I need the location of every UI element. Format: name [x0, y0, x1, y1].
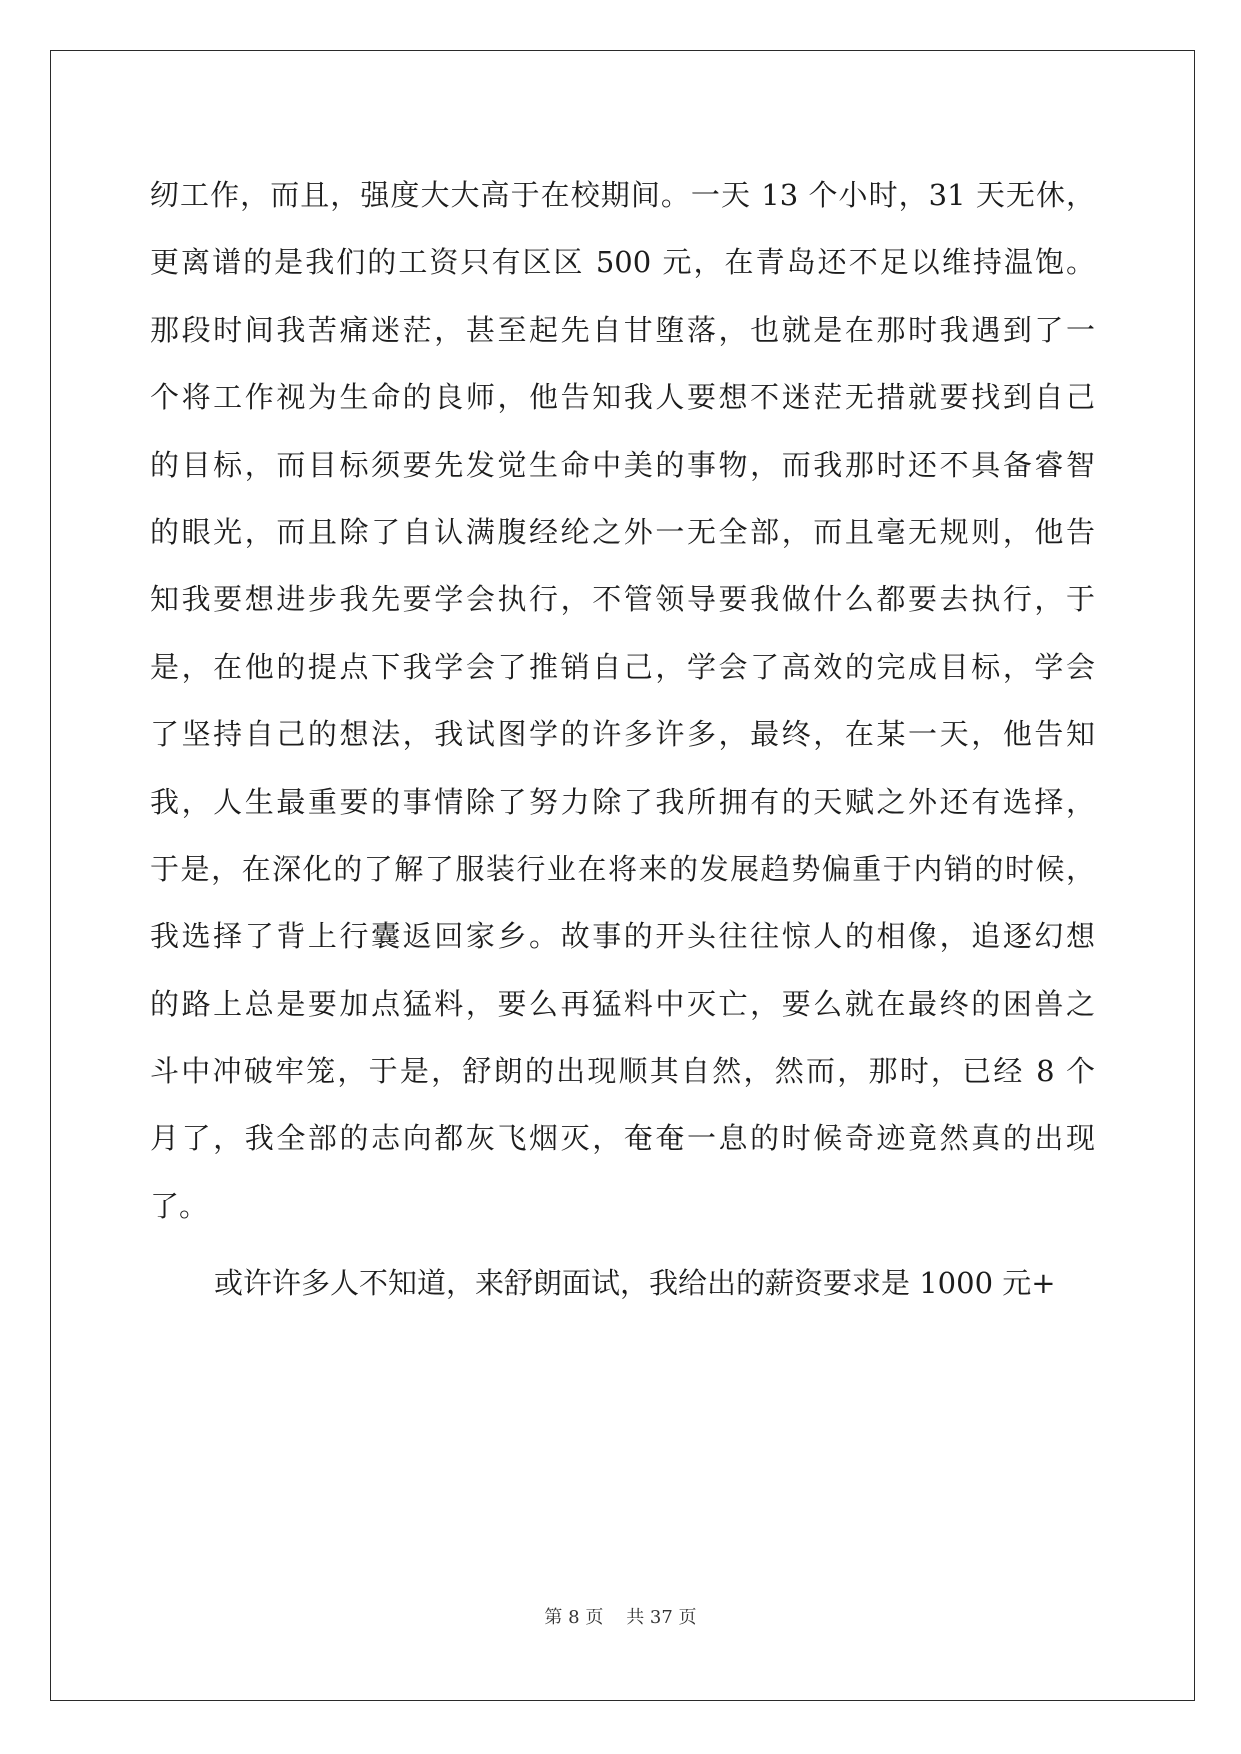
text-line: 了坚持自己的想法，我试图学的许多许多，最终，在某一天，他告知 [150, 717, 1095, 752]
text-line: 月了，我全部的志向都灰飞烟灭，奄奄一息的时候奇迹竟然真的出现 [150, 1121, 1095, 1156]
paragraph-gap [150, 1240, 1095, 1250]
text-line: 是，在他的提点下我学会了推销自己，学会了高效的完成目标，学会 [150, 649, 1095, 684]
text-line: 的路上总是要加点猛料，要么再猛料中灭亡，要么就在最终的困兽之 [150, 986, 1095, 1021]
text-line: 我选择了背上行囊返回家乡。故事的开头往往惊人的相像，追逐幻想 [150, 919, 1095, 954]
text-line: 了。 [150, 1188, 209, 1223]
text-line: 的眼光，而且除了自认满腹经纶之外一无全部，而且毫无规则，他告 [150, 514, 1095, 549]
page-number-footer: 第 8 页 共 37 页 [544, 1607, 697, 1628]
paragraph [150, 1250, 1095, 1317]
text-line: 或许许多人不知道，来舒朗面试，我给出的薪资要求是 1000 元+ [214, 1266, 1056, 1301]
text-line: 知我要想进步我先要学会执行，不管领导要我做什么都要去执行，于 [150, 582, 1095, 617]
text-line: 我，人生最重要的事情除了努力除了我所拥有的天赋之外还有选择， [150, 784, 1095, 819]
text-line: 纫工作，而且，强度大大高于在校期间。一天 13 个小时，31 天无休， [150, 178, 1095, 212]
document-body [150, 162, 1095, 1318]
text-line: 那段时间我苦痛迷茫，甚至起先自甘堕落，也就是在那时我遇到了一 [150, 312, 1095, 347]
text-line: 个将工作视为生命的良师，他告知我人要想不迷茫无措就要找到自己 [150, 380, 1095, 415]
text-line: 斗中冲破牢笼，于是，舒朗的出现顺其自然，然而，那时，已经 8 个 [150, 1054, 1095, 1089]
text-line: 于是，在深化的了解了服装行业在将来的发展趋势偏重于内销的时候， [150, 851, 1095, 886]
paragraph [150, 162, 1095, 1240]
text-line: 的目标，而目标须要先发觉生命中美的事物，而我那时还不具备睿智 [150, 447, 1095, 482]
text-line: 更离谱的是我们的工资只有区区 500 元，在青岛还不足以维持温饱。 [150, 245, 1095, 280]
